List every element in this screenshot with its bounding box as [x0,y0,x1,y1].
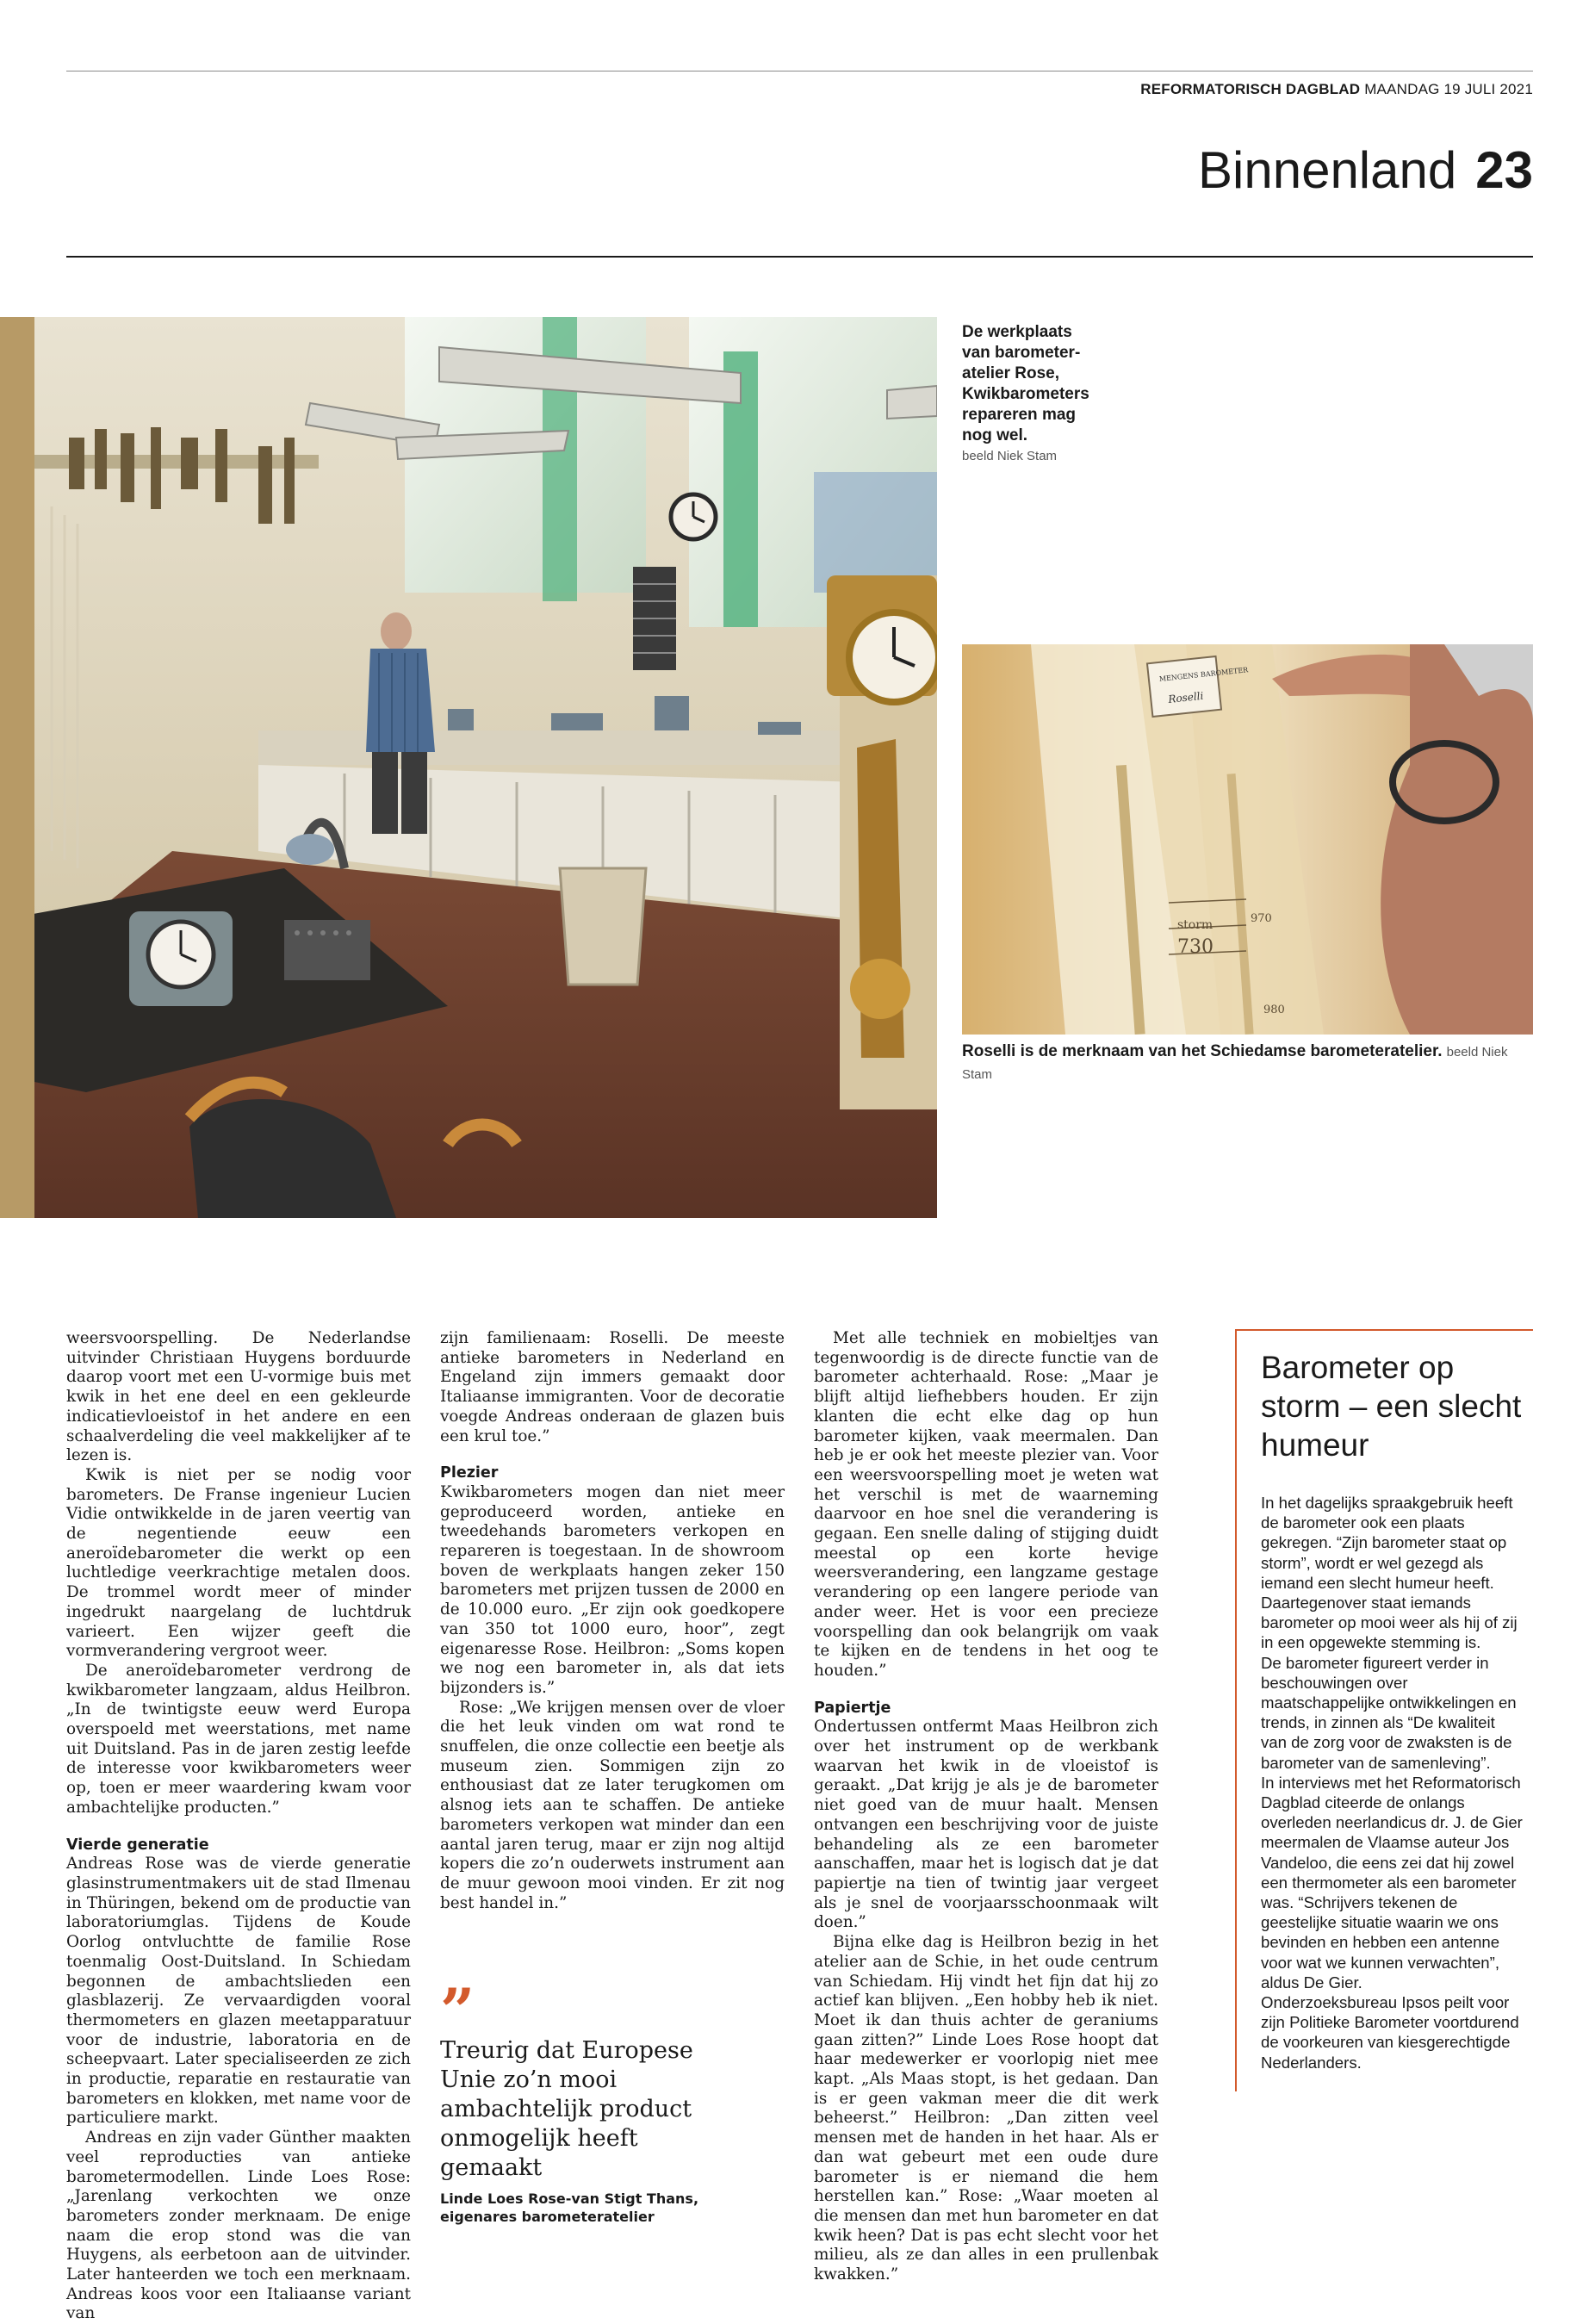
barometer-detail-photo [962,644,1533,1035]
article-paragraph: Andreas en zijn vader Günther maakten veel reproducties van antieke barometermodellen. Linde Loes Rose: „Jarenlang verkochten we onze barometers zonder merknaam. De enige naam die erop stond was die van Huygens, als eerbetoon aan de uitvinder. Later hanteerden we toch een merknaam. Andreas koos voor een Italiaanse variant van [66,2128,411,2323]
sidebar-paragraph: Onderzoeksbureau Ipsos peilt voor zijn Politieke Barometer voortdurend de voorkeuren van kiesgerechtigde Nederlanders. [1261,1993,1519,2072]
article-paragraph: Rose: „We krijgen mensen over de vloer die het leuk vinden om wat rond te snuffelen, die onze collectie een beetje als museum zien. Sommigen zijn zo enthousiast dat ze later terugkomen om alsnog iets aan te schaffen. De antieke barometers verkopen wat minder dan een aantal jaren terug, maar er zijn nog altijd kopers die zo’n ouderwets instrument aan de muur gewoon mooi vinden. Er zit nog best handel in.” [440,1698,785,1912]
detail-photo-caption [962,1041,1533,1085]
article-column-2 [440,1329,785,1913]
quote-source: Linde Loes Rose-van Stigt Thans, eigenares barometeratelier [440,2190,699,2225]
label-970: 970 [1251,912,1272,925]
label-980: 980 [1263,1004,1285,1016]
label-730: 730 [1177,936,1213,958]
label-brand-top: MENGENS BAROMETER [1158,666,1249,683]
quote-mark-icon: ” [440,1975,475,2047]
main-photo-credit: beeld Niek Stam [962,449,1058,463]
article-subheading: Papiertje [814,1699,891,1717]
article-paragraph: weersvoorspelling. De Nederlandse uitvinder Christiaan Huygens borduurde daarop voort met een U-vormige buis met kwik in het ene deel en een gekleurde indicatievloeistof in het andere en een schaalverdeling die veel makkelijker af te lezen is. [66,1329,411,1465]
article-column-3 [814,1329,1158,2285]
article-column-1 [66,1329,411,2324]
sidebar-body [1261,1493,1524,2072]
article-subheading: Vierde generatie [66,1836,209,1854]
article-paragraph: Bijna elke dag is Heilbron bezig in het atelier aan de Schie, in het oude centrum van Schiedam. Hij vindt het fijn dat hij zo actief kan blijven. „Een hobby heb ik niet. Moet ik dan thuis achter de geraniums gaan zitten?” Linde Loes Rose hoopt dat haar medewerker er voorlopig niet mee kapt. „Als Maas stopt, is het gedaan. Dan is er geen vakman meer die dit werk beheerst.” Heilbron: „Dan zitten veel mensen met de handen in het haar. Als er dan wat gebeurt met een oude dure barometer is er niemand die hem herstellen kan.” Rose: „Waar moeten al die mensen dan met hun barometer en dat kwik heen? Dat is pas echt slecht voor het milieu, als ze dan alles in een prullenbak kwakken.” [814,1933,1158,2284]
article-paragraph: De aneroïdebarometer verdrong de kwikbarometer langzaam, aldus Heilbron. „In de twintigste eeuw werd Europa overspoeld met weerstations, met name uit Duitsland. Pas in de jaren zestig leefde de interesse voor kwikbarometers weer op, toen er meer waardering kwam voor ambachtelijke producten.” [66,1661,411,1817]
article-paragraph: Andreas Rose was de vierde generatie glasinstrumentmakers uit de stad Ilmenau in Thüringen, bekend om de productie van laboratoriumglas. Tijdens de Koude Oorlog ontvluchtte de familie Rose toenmalig Oost-Duitsland. In Schiedam begonnen de ambachtslieden een glasblazerij. Ze vervaardigden vooral thermometers en glazen meetapparatuur voor de industrie, laboratoria en de scheepvaart. Later specialiseerden ze zich in productie, reparatie en restauratie van barometers en klokken, met name voor de particuliere markt. [66,1855,411,2128]
publication-name: REFORMATORISCH DAGBLAD [1140,81,1361,97]
section-name: Binnenland [1197,141,1457,199]
sidebar-paragraph: In interviews met het Reformatorisch Dagblad citeerde de onlangs overleden neerlandicus dr. J. de Gier meermalen de Vlaamse auteur Jos Vandeloo, die eens zei dat hij zowel een thermometer als een barometer was. “Schrijvers tekenen de geestelijke situatie waarin we ons bevinden en hebben een antenne voor wat we kunnen verwachten”, aldus De Gier. [1261,1773,1523,1992]
sidebar-title: Barometer op storm – een slecht humeur [1261,1350,1522,1463]
quote-text: Treurig dat Europese Unie zo’n mooi ambachtelijk product onmogelijk heeft gemaakt [440,2037,693,2181]
header-rule [66,256,1533,258]
sidebar-paragraph: De barometer figureert verder in beschouwingen over maatschappelijke ontwikkelingen en trends, in zinnen als “De kwaliteit van de zorg voor de zwaksten is de barometer van de samenleving”. [1261,1653,1517,1772]
issue-date: MAANDAG 19 JULI 2021 [1364,81,1533,97]
section-header [1197,141,1533,199]
article-paragraph: Ondertussen ontfermt Maas Heilbron zich over het instrument op de werkbank waarvan het kwik in de vloeistof is geraakt. „Dat krijg je als je de barometer niet goed van de muur haalt. Mensen ontvangen een beschrijving voor de juiste behandeling als ze een barometer aanschaffen, maar het is logisch dat je dat papiertje na tien of twintig jaar vergeet als je snel de voorjaarsschoonmaak wilt doen.” [814,1718,1158,1932]
sidebar-paragraph: In het dagelijks spraakgebruik heeft de barometer ook een plaats gekregen. “Zijn barometer staat op storm”, wordt er wel gezegd als iemand een slecht humeur heeft. Daartegenover staat iemands barometer op mooi weer als hij of zij in een opgewekte stemming is. [1261,1494,1518,1652]
article-paragraph: Kwikbarometers mogen dan niet meer geproduceerd worden, antieke en tweedehands barometers verkopen en repareren is toegestaan. In de showroom boven de werkplaats hangen zeker 150 barometers met prijzen tussen de 2000 en de 10.000 euro. „Er zijn ook goedkopere van 350 tot 1000 euro, hoor”, zegt eigenaresse Rose. Heilbron: „Soms kopen we nog een barometer in, als dat iets bijzonders is.” [440,1482,785,1697]
main-caption-text: De werkplaats van barometeratelier Rose, Kwikbarometers repareren mag nog wel. [962,323,1089,444]
detail-caption-text: Roselli is de merknaam van het Schiedamse barometeratelier. [962,1042,1443,1060]
pull-quote [440,1975,724,2226]
article-paragraph: Kwik is niet per se nodig voor barometers. De Franse ingenieur Lucien Vidie ontwikkelde in de jaren veertig van de negentiende eeuw een aneroïdebarometer die werkt op een luchtledige veerkrachtige metalen doos. De trommel wordt meer of minder ingedrukt naargelang de luchtdruk varieert. Een wijzer geeft die vormverandering vergroot weer. [66,1465,411,1661]
sidebar-box [1235,1329,1533,2091]
masthead [1140,81,1533,98]
label-storm: storm [1177,918,1213,932]
article-paragraph: zijn familienaam: Roselli. De meeste antieke barometers in Nederland en Engeland zijn immers gemaakt door Italiaanse immigranten. Voor de decoratie voegde Andreas onderaan de glazen buis een krul toe.” [440,1329,785,1445]
label-brand: Roselli [1167,689,1205,705]
page-number: 23 [1475,141,1533,199]
detail-photo-credit: beeld Niek Stam [962,1045,1508,1082]
workshop-photo [0,317,937,1218]
article-subheading: Plezier [440,1464,499,1482]
main-photo-caption [962,322,1091,467]
article-paragraph: Met alle techniek en mobieltjes van tegenwoordig is de directe functie van de barometer achterhaald. Rose: „Maar je blijft altijd liefhebbers houden. Er zijn klanten die echt elke dag op hun barometer kijken, vaak meermalen. Dan heb je er ook het meeste plezier van. Voor een weersvoorspelling moet je weten wat het verschil is met de waarneming daarvoor en hoe snel die verandering is gegaan. Een snelle daling of stijging duidt meestal op een korte hevige weersverandering, een langzame gestage verandering op een langere periode van ander weer. Het is voor een precieze voorspelling dan ook belangrijk om vaak te kijken en de tendens in het oog te houden.” [814,1329,1158,1680]
